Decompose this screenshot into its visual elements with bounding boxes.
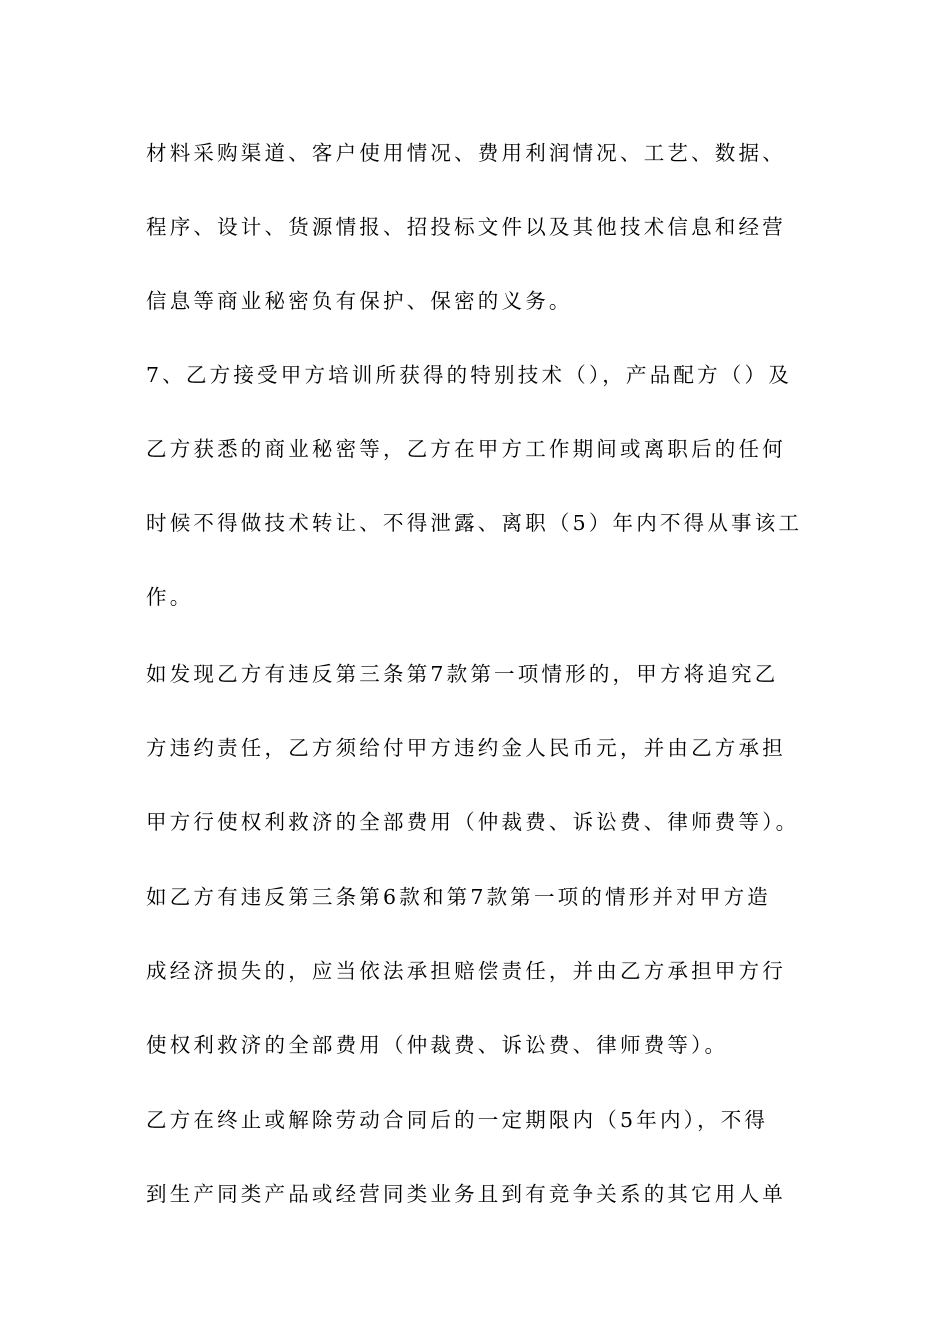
text-line: 到生产同类产品或经营同类业务且到有竞争关系的其它用人单 — [146, 1182, 786, 1206]
text-line: 如发现乙方有违反第三条第7款第一项情形的，甲方将追究乙 — [146, 662, 779, 686]
text-line: 信息等商业秘密负有保护、保密的义务。 — [146, 289, 573, 313]
text-line: 使权利救济的全部费用（仲裁费、诉讼费、律师费等）。 — [146, 1033, 729, 1057]
text-line: 时候不得做技术转让、不得泄露、离职（5）年内不得从事该工 — [146, 511, 803, 535]
text-line: 程序、设计、货源情报、招投标文件以及其他技术信息和经营 — [146, 215, 786, 239]
text-line: 方违约责任，乙方须给付甲方违约金人民币元，并由乙方承担 — [146, 736, 786, 760]
text-line: 甲方行使权利救济的全部费用（仲裁费、诉讼费、律师费等）。 — [146, 810, 800, 834]
text-line: 7、乙方接受甲方培训所获得的特别技术（），产品配方（）及 — [146, 363, 792, 387]
text-line: 作。 — [146, 585, 194, 609]
text-line: 成经济损失的，应当依法承担赔偿责任，并由乙方承担甲方行 — [146, 959, 786, 983]
text-line: 材料采购渠道、客户使用情况、费用利润情况、工艺、数据、 — [146, 141, 786, 165]
text-line: 乙方获悉的商业秘密等，乙方在甲方工作期间或离职后的任何 — [146, 437, 786, 461]
text-line: 如乙方有违反第三条第6款和第7款第一项的情形并对甲方造 — [146, 885, 771, 909]
text-line: 乙方在终止或解除劳动合同后的一定期限内（5年内），不得 — [146, 1108, 769, 1132]
